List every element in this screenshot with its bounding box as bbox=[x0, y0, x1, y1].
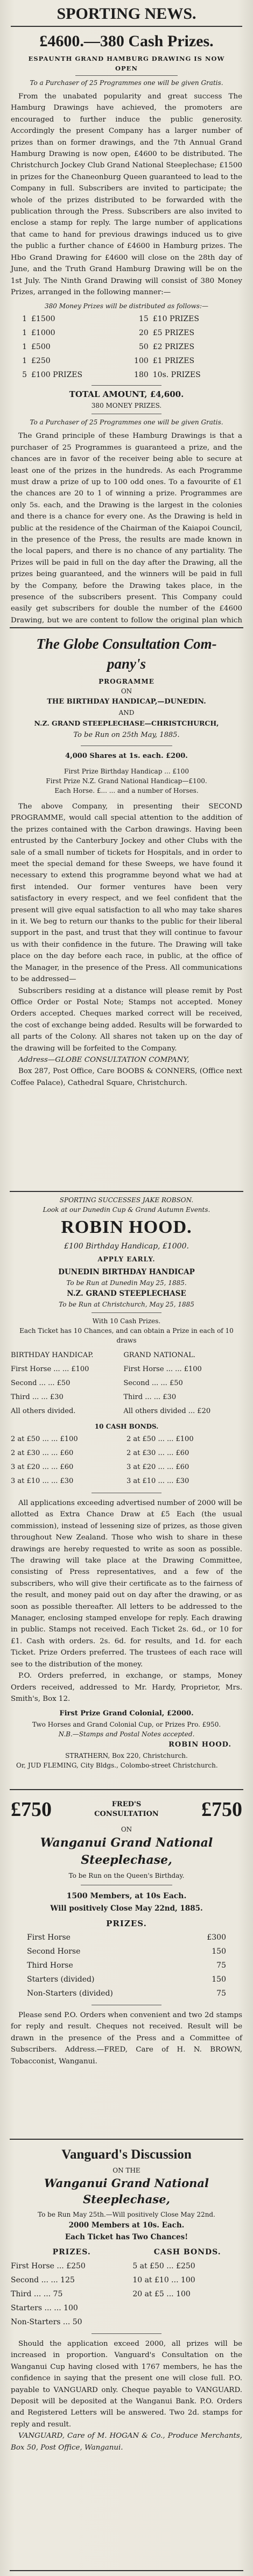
robin-title: ROBIN HOOD. bbox=[61, 1217, 192, 1237]
first-prize-1: First Prize Birthday Handicap ... £100 bbox=[64, 768, 189, 775]
vanguards-discussion-advert bbox=[10, 2140, 243, 2570]
robin-prize-row bbox=[11, 1390, 242, 1404]
robin-first-prize: First Prize Grand Colonial, £2000. bbox=[59, 1709, 194, 1718]
vanguard-prize-row bbox=[11, 2287, 242, 2301]
freds-prize-row bbox=[11, 1931, 242, 1945]
run-on: To be Run on 25th May, 1885. bbox=[73, 731, 180, 739]
vanguard-body bbox=[11, 2338, 242, 2430]
prize-count: 20 bbox=[138, 329, 149, 338]
prize-label: Third Horse bbox=[27, 1961, 73, 1970]
bond-cell: 3 at £10 ... ... £30 bbox=[11, 1477, 74, 1485]
total-line: TOTAL AMOUNT, £4,600. bbox=[69, 389, 184, 400]
prize-amount: £2 PRIZES bbox=[152, 343, 195, 352]
bond-cell bbox=[132, 2301, 242, 2315]
vanguard-race-b: Steeplechase, bbox=[83, 2192, 170, 2206]
freds-body bbox=[11, 2010, 242, 2067]
globe-address-a: Address—GLOBE CONSULTATION COMPANY, bbox=[18, 1055, 189, 1064]
robin-sub-a: SPORTING SUCCESSES JAKE ROBSON. bbox=[59, 1196, 194, 1204]
other-prizes: Each Horse. £... ... and a number of Horses. bbox=[54, 787, 199, 794]
birthday-cell: First Horse ... ... £100 bbox=[11, 1365, 89, 1373]
price-left: £750 bbox=[11, 1798, 52, 1821]
globe-body bbox=[11, 801, 242, 985]
freds-shares: 1500 Members, at 10s Each. bbox=[66, 1892, 187, 1900]
freds-consultation-advert bbox=[10, 1790, 243, 2139]
prize-amount: 150 bbox=[212, 1975, 226, 1984]
vanguard-chances: Each Ticket has Two Chances! bbox=[65, 2233, 188, 2241]
prize-amount: £1500 bbox=[31, 315, 55, 324]
robin-body bbox=[11, 1498, 242, 1670]
cash-bonds-head: 10 CASH BONDS. bbox=[94, 1423, 159, 1430]
robin-bond-row bbox=[11, 1432, 242, 1446]
body-text: The Grand principle of these Hamburg Drawings is that a purchaser of 25 Programmes is guaranteed a prize, and the chances are in favor of the receiver being able to secure at least one of the prizes in the hundreds. As each Programme must draw a prize of up to 100 odd ones. To a favourite of £1 the chances are 20 to 1 of winning a prize. Programmes are only 5s. each, and the Drawing is the largest in the colonies and there is a chance for every one. As the Drawing is held in public at the residence of the Chairman of the Kaiapoi Council, in the presence of the Press, the results are made known in the local papers, and there is no chance of any partiality. The Prizes will be paid in full on the day after the Drawing, all the prizes being guaranteed, and the winners will be paid in full by the Company, before the Drawing takes place, in the presence of the subscribers present. This Company could easily get subscribers for double the number of the £4600 Drawing, but we are content to follow the original plan which bbox=[11, 432, 242, 625]
freds-prizes-head: PRIZES. bbox=[106, 1919, 147, 1928]
vanguard-prize-row bbox=[11, 2301, 242, 2315]
bond-cell: 3 at £20 ... ... £60 bbox=[11, 1463, 74, 1471]
prize-count: 100 bbox=[134, 357, 149, 366]
prizes-caption: 380 Money Prizes will be distributed as follows:— bbox=[45, 302, 208, 310]
vanguard-title: Vanguard's Discussion bbox=[61, 2147, 192, 2162]
event-birthday: THE BIRTHDAY HANDICAP,—DUNEDIN. bbox=[47, 698, 206, 706]
total-sub: 380 MONEY PRIZES. bbox=[91, 402, 162, 410]
vanguard-address bbox=[11, 2430, 242, 2453]
programme-label: PROGRAMME bbox=[99, 678, 154, 685]
vanguard-prize-table bbox=[11, 2245, 242, 2329]
prize-row bbox=[11, 354, 242, 368]
freds-prize-row bbox=[11, 1945, 242, 1958]
bond-cell: 2 at £30 ... ... £60 bbox=[127, 1449, 189, 1457]
vanguard-on-the: ON THE bbox=[113, 2167, 140, 2174]
prize-count: 15 bbox=[138, 315, 149, 324]
bond-cell: 5 at £50 ... £250 bbox=[132, 2262, 195, 2270]
birthday-cell: BIRTHDAY HANDICAP. bbox=[11, 1351, 94, 1359]
drawing-subtitle: ESPAUNTH GRAND HAMBURG DRAWING IS NOW OPEN bbox=[28, 55, 225, 72]
event-grand-national: N.Z. GRAND STEEPLECHASE—CHRISTCHURCH, bbox=[34, 719, 219, 727]
apply-early: APPLY EARLY. bbox=[97, 1255, 156, 1263]
bond-cell: 2 at £50 ... ... £100 bbox=[11, 1435, 78, 1443]
prize-row bbox=[11, 312, 242, 326]
freds-center bbox=[94, 1800, 159, 1819]
prize-count: 5 bbox=[22, 371, 27, 380]
prize-amount: £300 bbox=[207, 1933, 226, 1942]
robin-hood-advert bbox=[10, 1192, 243, 1789]
robin-prize-order-text: P.O. Orders preferred, in exchange, or stamps, Money Orders received, addressed to Mr. Hardy, Proprietor, Mrs. Smith's, Box 12. bbox=[11, 1672, 242, 1703]
robin-event-1b: To be Run at Dunedin May 25, 1885. bbox=[66, 1279, 187, 1287]
prize-amount: £100 PRIZES bbox=[31, 371, 83, 380]
freds-on: ON bbox=[121, 1826, 132, 1833]
robin-prize-row bbox=[11, 1376, 242, 1390]
prize-amount: £10 PRIZES bbox=[152, 315, 199, 324]
birthday-cell: Third ... ... £30 bbox=[11, 1393, 64, 1401]
sporting-news-advert bbox=[10, 0, 243, 627]
prize-amount: £250 bbox=[31, 357, 51, 366]
prize-amount: £500 bbox=[31, 343, 51, 352]
globe-title-cont: pany's bbox=[107, 656, 146, 672]
vanguard-prize-body bbox=[11, 2259, 242, 2329]
prize-label: Non-Starters (divided) bbox=[27, 1989, 113, 1998]
robin-bonds-body bbox=[11, 1432, 242, 1488]
robin-prize-row bbox=[11, 1362, 242, 1376]
globe-consultation-advert bbox=[10, 628, 243, 1191]
prize-label: First Horse bbox=[27, 1933, 71, 1942]
freds-title-b: Steeplechase, bbox=[81, 1853, 172, 1867]
prize-cell: First Horse ... £250 bbox=[11, 2262, 86, 2270]
prize-cell: Starters ... ... 100 bbox=[11, 2304, 78, 2312]
robin-footer-a: STRATHERN, Box 220, Christchurch. bbox=[65, 1752, 188, 1760]
birthday-cell: All others divided. bbox=[11, 1407, 76, 1415]
bond-cell: 10 at £10 ... 100 bbox=[132, 2276, 195, 2284]
prize-count: 1 bbox=[22, 329, 27, 338]
prize-table bbox=[11, 312, 242, 382]
freds-prize-row bbox=[11, 1986, 242, 2000]
prize-row bbox=[11, 368, 242, 382]
bond-cell: 20 at £5 ... 100 bbox=[132, 2290, 191, 2298]
and-label: AND bbox=[118, 709, 135, 716]
robin-event-1: DUNEDIN BIRTHDAY HANDICAP bbox=[58, 1268, 195, 1276]
freds-header-row bbox=[11, 1797, 242, 1822]
prizes-header: PRIZES. bbox=[52, 2248, 91, 2256]
prize-row bbox=[11, 326, 242, 340]
globe-body-2 bbox=[11, 985, 242, 1054]
gratis-note: To a Purchaser of 25 Programmes one will be given Gratis. bbox=[30, 418, 223, 427]
robin-bond-row bbox=[11, 1446, 242, 1460]
prize-count: 180 bbox=[134, 371, 149, 380]
robin-bonds-table bbox=[11, 1432, 242, 1488]
prize-label: Second Horse bbox=[27, 1947, 81, 1956]
prize-count: 1 bbox=[22, 357, 27, 366]
globe-body-text-2: Subscribers residing at a distance will please remit by Post Office Order or Postal Note; Stamps not accepted. Money Orders accepted. Cheques marked correct will be received, the cost of exchange being added. Results will be forwarded to all parts of the Colony. All shares not taken up on the day of the drawing will be forfeited to the Company. bbox=[11, 987, 242, 1053]
globe-address bbox=[11, 1054, 242, 1089]
bond-cell: 3 at £20 ... ... £60 bbox=[127, 1463, 189, 1471]
prize-count: 1 bbox=[22, 315, 27, 324]
vanguard-run: To be Run May 25th.—Will positively Close May 22nd. bbox=[38, 2211, 215, 2218]
freds-consultation: CONSULTATION bbox=[94, 1810, 159, 1818]
national-cell: All others divided ... £20 bbox=[123, 1407, 211, 1415]
bond-cell: 3 at £10 ... ... £30 bbox=[127, 1477, 189, 1485]
freds-body-text: Please send P.O. Orders when convenient and two 2d stamps for reply and result. Cheques not received. Result will be drawn in the presence of the Press and a Committee of Subscribers. Address.—FRED, Care of H. N. BROWN, Tobacconist, Wanganui. bbox=[11, 2011, 242, 2066]
intro-text: From the unabated popularity and great success The Hamburg Drawings have achieved, the promoters are encouraged to further induce the public generosity. Accordingly the present Company has a larger number of prizes than on former drawings, and the 7th Annual Grand Hamburg Drawing is now open, £4600 to be distributed. The Christchurch Jockey Club Grand National Steeplechase; £1500 in prizes for the Chaneonburg Queen guaranteed to lead to the Company in full. Subscribers are invited to participate; the whole of the prizes distributed to be forwarded with the publication through the Press. Subscribers are also invited to enclose a stamp for reply. The large number of applications that came to hand for previous drawings induced us to give the public a further chance of £4600 in Hamburg prizes. The Hbo Grand Drawing for £4600 will close on the 28th day of June, and the Truth Grand Hamburg Drawing will be on the 1st July. The Ninth Grand Drawing will consist of 380 Money Prizes, arranged in the following manner:— bbox=[11, 93, 242, 296]
prize-amount: 75 bbox=[216, 1961, 226, 1970]
robin-event-2: N.Z. GRAND STEEPLECHASE bbox=[67, 1289, 186, 1298]
globe-address-b: Box 287, Post Office, Care BOOBS & CONNERS, (Office next Coffee Palace), Cathedral Square, Christchurch. bbox=[11, 1067, 242, 1087]
national-cell: First Horse ... ... £100 bbox=[123, 1365, 202, 1373]
vanguard-body-text: Should the application exceed 2000, all prizes will be increased in proportion. Vanguard's Consultation on the Wanganui Cup having closed with 1767 members, he has the confidence in saying that the present one will close full. P.O. payable to VANGUARD only. Cheque payable to VANGUARD. Deposit will be deposited at the Wanganui Bank. P.O. Orders and Registered Letters will be answered. Two 2d. stamps for reply and result. bbox=[11, 2340, 242, 2429]
robin-prize-body bbox=[11, 1349, 242, 1418]
ten-prizes: With 10 Cash Prizes. bbox=[92, 1317, 161, 1325]
robin-bond-row bbox=[11, 1460, 242, 1474]
freds-close: Will positively Close May 22nd, 1885. bbox=[50, 1904, 203, 1913]
globe-body-text: The above Company, in presenting their SECOND PROGRAMME, would call special attention to the addition of the prizes contained with the Carbon drawings. Having been entrusted by the Canterbury Jockey and other Clubs with the sale of a small number of tickets for Hospitals, and in order to meet the special demand for these Sweeps, we have found it necessary to extend this programme beyond what we had at first intended. Our former ventures have been very satisfactory in every respect, and we feel confident that the present will give equal satisfaction to all who may take shares in it. We beg to return our thanks to the public for their liberal support in the past, and trust that they will continue to favour us with their confidence in the future. The Drawing will take place on the day before each race, in public, at the office of the Manager, in the presence of the Press. All communications to be addressed— bbox=[11, 803, 242, 984]
vanguard-prize-row bbox=[11, 2259, 242, 2273]
freds-title: Wanganui Grand National bbox=[40, 1836, 213, 1850]
prize-amount: 10s. PRIZES bbox=[152, 371, 201, 380]
section-divider bbox=[10, 2570, 243, 2571]
divider bbox=[11, 26, 242, 27]
robin-sub-b: Look at our Dunedin Cup & Grand Autumn Events. bbox=[43, 1206, 210, 1214]
vanguard-members: 2000 Members at 10s. Each. bbox=[68, 2221, 185, 2230]
freds-prize-body bbox=[11, 1931, 242, 2000]
robin-two-horses: Two Horses and Grand Colonial Cup, or Prizes Pro. £950. bbox=[32, 1721, 221, 1729]
national-cell: Third ... ... £30 bbox=[123, 1393, 177, 1401]
prize-amount: 75 bbox=[216, 1989, 226, 1998]
robin-prize-row bbox=[11, 1404, 242, 1418]
prize-count: 1 bbox=[22, 343, 27, 352]
divider bbox=[75, 75, 178, 76]
vanguard-prize-head bbox=[11, 2245, 242, 2259]
birthday-cell: Second ... ... £50 bbox=[11, 1379, 71, 1387]
shares-line: 4,000 Shares at 1s. each. £200. bbox=[65, 752, 188, 760]
tickets-note: Each Ticket has 10 Chances, and can obtain a Prize in each of 10 draws bbox=[19, 1327, 234, 1344]
prize-amount: £1 PRIZES bbox=[152, 357, 195, 366]
robin-sub-c: £100 Birthday Handicap, £1000. bbox=[64, 1242, 189, 1251]
prize-count: 50 bbox=[138, 343, 149, 352]
divider bbox=[92, 1312, 161, 1313]
vanguard-address-text: VANGUARD, Care of M. HOGAN & Co., Produce Merchants, Box 50, Post Office, Wanganui. bbox=[11, 2432, 242, 2452]
robin-body-text: All applications exceeding advertised number of 2000 will be allotted as Extra Chance Draw at £5 Each (the usual commission), instead of lessening size of prizes, as those given throughout New Zealand. Those who wish to share in these drawings are hereby requested to write as soon as possible. The drawing will take place at the Drawing Committee, consisting of Press representatives, and a few of the subscribers, who will give their certificate as to the fairness of the result, and money paid out on day after the drawing, or as soon as possible thereafter. All letters to be addressed to the Manager, enclosing stamped envelope for reply. Each drawing in public. Stamps not received. Each Ticket 2s. 6d., or 10 for £1. Cash with orders. 2s. 6d. for results, and 1d. for each Ticket. Prize Orders preferred. The trustees of each race will see to the distribution of the money. bbox=[11, 1499, 242, 1669]
bond-cell bbox=[132, 2315, 242, 2329]
vanguard-prize-row bbox=[11, 2315, 242, 2329]
freds-prize-row bbox=[11, 1958, 242, 1972]
prize-cell: Third ... ... 75 bbox=[11, 2290, 63, 2298]
table-header-row bbox=[11, 2245, 242, 2259]
on-label: ON bbox=[121, 687, 132, 695]
prize-amount: £5 PRIZES bbox=[152, 329, 195, 338]
freds-prize-table bbox=[11, 1931, 242, 2000]
robin-nb: N.B.—Stamps and Postal Notes accepted. bbox=[58, 1730, 195, 1738]
robin-footer-b: Or, JUD FLEMING, City Bldgs., Colombo-street Christchurch. bbox=[16, 1762, 218, 1770]
vanguard-race: Wanganui Grand National bbox=[44, 2176, 209, 2190]
price-right: £750 bbox=[201, 1798, 242, 1821]
prize-amount: 150 bbox=[212, 1947, 226, 1956]
prize-cell: Non-Starters ... 50 bbox=[11, 2318, 82, 2326]
freds-name: FRED'S bbox=[111, 1800, 142, 1808]
robin-bond-row bbox=[11, 1474, 242, 1488]
vanguard-prize-row bbox=[11, 2273, 242, 2287]
divider bbox=[92, 385, 161, 386]
robin-signature: ROBIN HOOD. bbox=[168, 1741, 231, 1749]
divider bbox=[92, 2333, 161, 2334]
first-prize-2: First Prize N.Z. Grand National Handicap—£100. bbox=[46, 777, 207, 785]
national-cell: Second ... ... £50 bbox=[123, 1379, 183, 1387]
prize-row bbox=[11, 340, 242, 354]
robin-event-2b: To be Run at Christchurch, May 25, 1885 bbox=[59, 1301, 194, 1308]
prize-cell: Second ... ... 125 bbox=[11, 2276, 75, 2284]
advance-line: To a Purchaser of 25 Programmes one will be given Gratis. bbox=[30, 79, 223, 87]
freds-prize-row bbox=[11, 1972, 242, 1986]
body-paragraph bbox=[11, 430, 242, 627]
cash-bonds-header: CASH BONDS. bbox=[153, 2248, 221, 2256]
newspaper-column bbox=[10, 0, 243, 2571]
prize-banner: £4600.—380 Cash Prizes. bbox=[39, 32, 214, 50]
intro-paragraph bbox=[11, 91, 242, 298]
bond-cell: 2 at £50 ... ... £100 bbox=[127, 1435, 194, 1443]
prize-amount: £1000 bbox=[31, 329, 55, 338]
prize-table-body bbox=[11, 312, 242, 382]
robin-prize-table bbox=[11, 1349, 242, 1418]
prize-label: Starters (divided) bbox=[27, 1975, 95, 1984]
section-header: SPORTING NEWS. bbox=[57, 5, 196, 23]
bond-cell: 2 at £30 ... ... £60 bbox=[11, 1449, 74, 1457]
globe-title: The Globe Consultation Com- bbox=[36, 636, 217, 652]
robin-prize-row bbox=[11, 1349, 242, 1362]
freds-run: To be Run on the Queen's Birthday. bbox=[68, 1872, 185, 1879]
national-cell: GRAND NATIONAL. bbox=[123, 1351, 195, 1359]
robin-prize-order bbox=[11, 1670, 242, 1705]
